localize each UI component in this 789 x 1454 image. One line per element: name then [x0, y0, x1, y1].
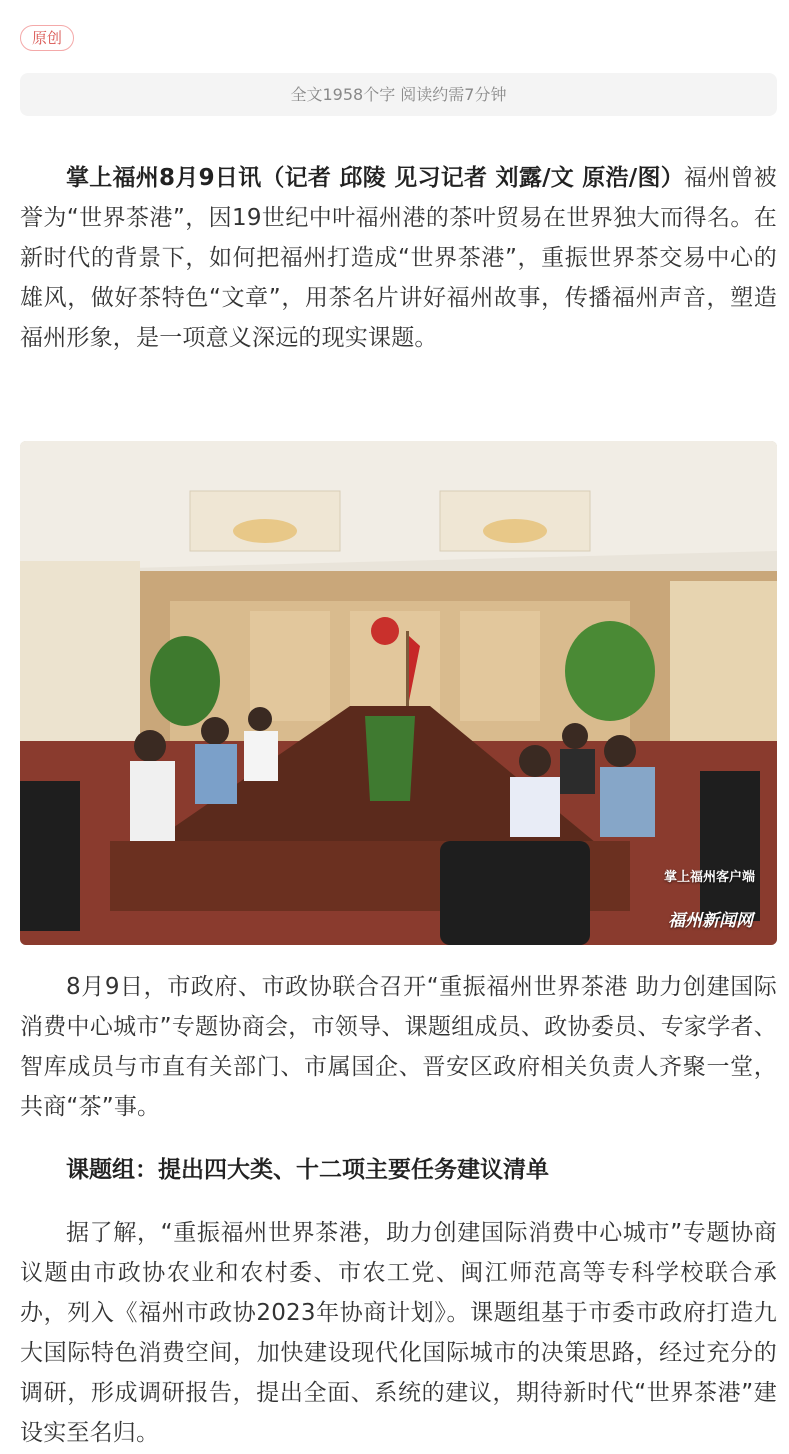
body-paragraph-2: 8月9日，市政府、市政协联合召开“重振福州世界茶港 助力创建国际消费中心城市”专题协商会，市领导、课题组成员、政协委员、专家学者、智库成员与市直有关部门、市属国企、晋安区政府相关负责人齐聚一堂，共商“茶”事。: [20, 974, 777, 1120]
watermark-site: 福州新闻网: [668, 911, 753, 931]
section-heading: 课题组：提出四大类、十二项主要任务建议清单: [66, 1157, 549, 1183]
original-badge: 原创: [20, 25, 74, 51]
lead-text: 福州曾被誉为“世界茶港”，因19世纪中叶福州港的茶叶贸易在世界独大而得名。在新时代的背景下，如何把福州打造成“世界茶港”，重振世界茶交易中心的雄风，做好茶特色“文章”，用茶名片讲好福州故事，传播福州声音，塑造福州形象，是一项意义深远的现实课题。: [20, 165, 777, 351]
lead-paragraph: [20, 158, 777, 358]
body-paragraph-3: 据了解，“重振福州世界茶港，助力创建国际消费中心城市”专题协商议题由市政协农业和农村委、市农工党、闽江师范高等专科学校联合承办，列入《福州市政协2023年协商计划》。课题组基于市委市政府打造九大国际特色消费空间，加快建设现代化国际城市的决策思路，经过充分的调研，形成调研报告，提出全面、系统的建议，期待新时代“世界茶港”建设实至名归。: [20, 1220, 777, 1446]
meeting-photo[interactable]: [20, 441, 777, 945]
reading-summary: 全文1958个字 阅读约需7分钟: [20, 73, 777, 116]
dateline: 掌上福州8月9日讯（记者 邱陵 见习记者 刘露/文 原浩/图）: [66, 165, 684, 191]
watermark-app: 掌上福州客户端: [663, 870, 755, 885]
